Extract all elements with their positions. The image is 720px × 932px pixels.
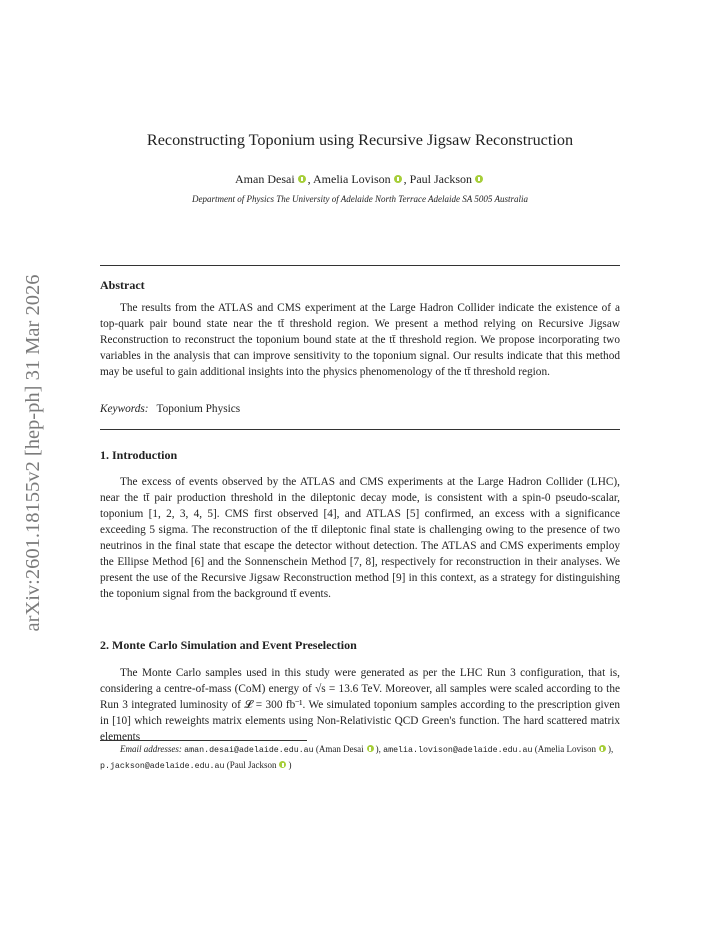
author-name: Aman Desai [235, 172, 295, 186]
orcid-icon[interactable] [475, 175, 483, 183]
orcid-icon[interactable] [394, 175, 402, 183]
introduction-text: The excess of events observed by the ATLAS and CMS experiments at the Large Hadron Collider (LHC), near the tt̄ pair production threshold in the dileptonic decay mode, is consistent with a spin-0 pseudo-scalar, toponium [1, 2, 3, 4, 5]. CMS first observed [4], and ATLAS [5] confirmed, an excess with a significance exceeding 5 sigma. The reconstruction of the tt̄ dileptonic final state is challenging owing to the presence of two neutrinos in the final state that escape the detector without detection. The ATLAS and CMS experiments employ the Ellipse Method [6] and the Sonnenschein Method [7, 8], respectively for reconstruction in their analyses. We present the use of the Recursive Jigsaw Reconstruction method [9] in this context, as a strategy for distinguishing the toponium signal from the background tt̄ events. [100, 476, 620, 600]
affiliation: Department of Physics The University of Adelaide North Terrace Adelaide SA 5005 Australia [192, 194, 528, 204]
monte-carlo-text: The Monte Carlo samples used in this study were generated as per the LHC Run 3 configuration, that is, considering a centre-of-mass (CoM) energy of √s = 13.6 TeV. Moreover, all samples were scaled according to the Run 3 integrated luminosity of 𝓛 = 300 fb⁻¹. We simulated toponium samples according to the prescription given in [10] which reweights matrix elements using Non-Relativistic QCD Green's function. The hard scattered matrix elements [100, 667, 620, 743]
author-name: Amelia Lovison [313, 172, 391, 186]
email-label: Email addresses: [120, 744, 182, 754]
arxiv-identifier: arXiv:2601.18155v2 [hep-ph] 31 Mar 2026 [22, 274, 44, 632]
email-link[interactable]: p.jackson@adelaide.edu.au [100, 762, 225, 771]
email-owner: (Aman Desai [315, 744, 364, 754]
author-list: Aman Desai , Amelia Lovison , Paul Jackson [100, 172, 620, 187]
section-heading-introduction: 1. Introduction [100, 448, 178, 462]
orcid-icon[interactable] [298, 175, 306, 183]
email-link[interactable]: aman.desai@adelaide.edu.au [184, 746, 314, 755]
keywords [100, 403, 240, 415]
keywords-value: Toponium Physics [156, 403, 241, 415]
keywords-label: Keywords: [100, 403, 149, 415]
email-owner: (Amelia Lovison [534, 744, 596, 754]
abstract-bottom-rule [100, 429, 620, 430]
orcid-icon[interactable] [279, 761, 286, 768]
orcid-icon[interactable] [367, 745, 374, 752]
footnote-emails: Email addresses: aman.desai@adelaide.edu.au (Aman Desai ), amelia.lovison@adelaide.edu.au (Amelia Lovison ), p.jackson@adelaide.edu.au (Paul Jackson ) [100, 744, 614, 771]
email-link[interactable]: amelia.lovison@adelaide.edu.au [383, 746, 533, 755]
author-name: Paul Jackson [409, 172, 472, 186]
abstract-text: The results from the ATLAS and CMS experiment at the Large Hadron Collider indicate the existence of a top-quark pair bound state near the tt̄ threshold region. We present a method relying on Recursive Jigsaw Reconstruction to reconstruct the toponium bound state at the tt̄ threshold region. We propose incorporating two variables in the analysis that can improve sensitivity to the toponium signal. Our results indicate that this method may be useful to gain additional insights into the physics phenomenology of the tt̄ threshold region. [100, 302, 620, 378]
email-owner: (Paul Jackson [226, 760, 277, 770]
paper-title: Reconstructing Toponium using Recursive Jigsaw Reconstruction [146, 131, 574, 149]
orcid-icon[interactable] [599, 745, 606, 752]
section-heading-monte-carlo: 2. Monte Carlo Simulation and Event Preselection [100, 638, 357, 652]
abstract-heading: Abstract [100, 278, 145, 292]
footnote-rule [100, 740, 307, 741]
abstract-top-rule [100, 265, 620, 266]
